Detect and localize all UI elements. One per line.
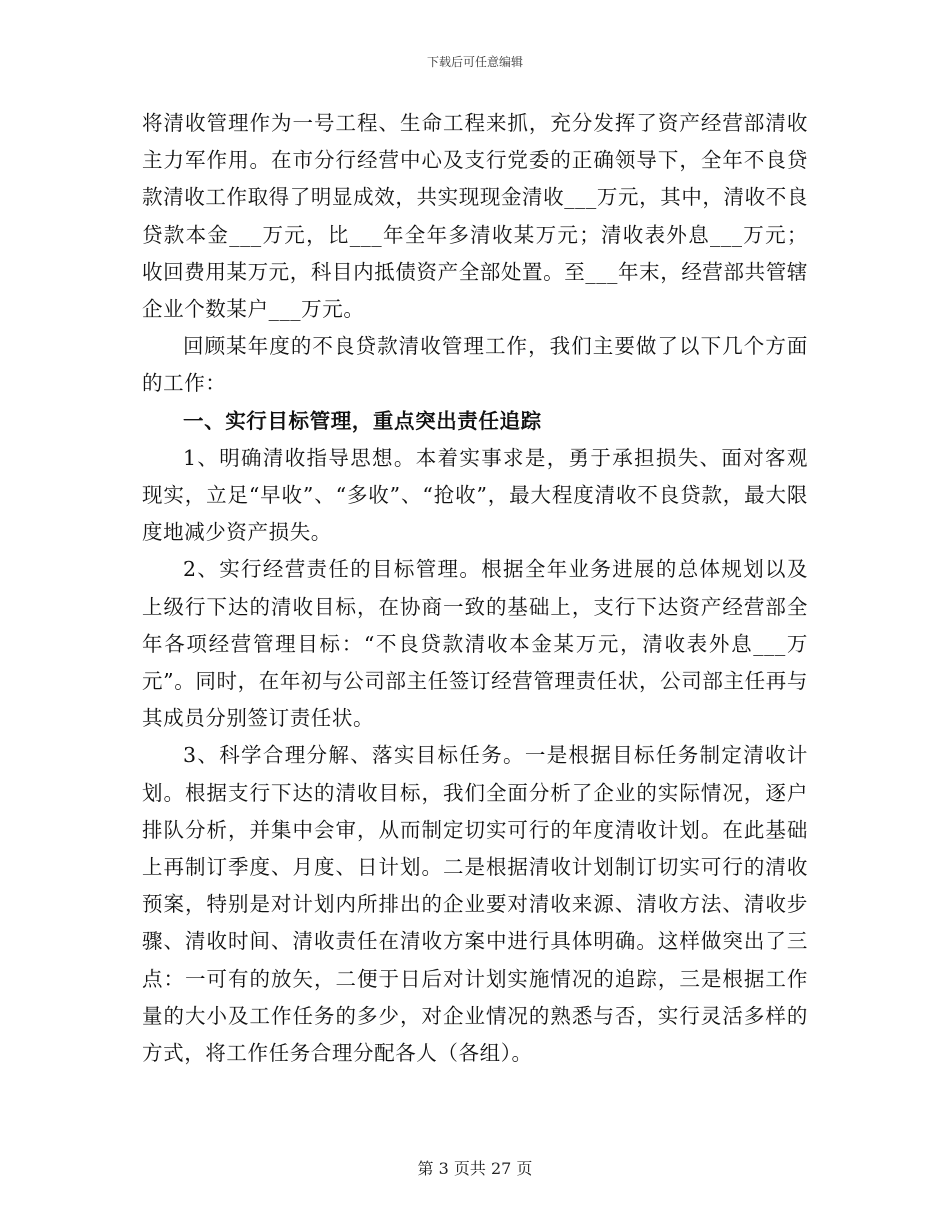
paragraph-item-1: 1、明确清收指导思想。本着实事求是，勇于承担损失、面对客观现实，立足“早收”、“多收”、“抢收”，最大程度清收不良贷款，最大限度地减少资产损失。 — [142, 445, 808, 545]
paragraph-review: 回顾某年度的不良贷款清收管理工作，我们主要做了以下几个方面的工作： — [142, 334, 808, 396]
page-footer: 第 3 页共 27 页 — [417, 1159, 533, 1178]
document-body — [142, 105, 808, 1072]
paragraph-intro: 将清收管理作为一号工程、生命工程来抓，充分发挥了资产经营部清收主力军作用。在市分行经营中心及支行党委的正确领导下，全年不良贷款清收工作取得了明显成效，共实现现金清收___万元，其中，清收不良贷款本金___万元，比___年全年多清收某万元；清收表外息___万元；收回费用某万元，科目内抵债资产全部处置。至___年末，经营部共管辖企业个数某户___万元。 — [142, 111, 808, 322]
page-header: 下载后可任意编辑 — [426, 55, 523, 69]
paragraph-item-3: 3、科学合理分解、落实目标任务。一是根据目标任务制定清收计划。根据支行下达的清收目标，我们全面分析了企业的实际情况，逐户排队分析，并集中会审，从而制定切实可行的年度清收计划。在此基础上再制订季度、月度、日计划。二是根据清收计划制订切实可行的清收预案，特别是对计划内所排出的企业要对清收来源、清收方法、清收步骤、清收时间、清收责任在清收方案中进行具体明确。这样做突出了三点：一可有的放矢，二便于日后对计划实施情况的追踪，三是根据工作量的大小及工作任务的多少，对企业情况的熟悉与否，实行灵活多样的方式，将工作任务合理分配各人（各组）。 — [142, 743, 808, 1066]
section-heading: 一、实行目标管理，重点突出责任追踪 — [183, 408, 542, 433]
paragraph-item-2: 2、实行经营责任的目标管理。根据全年业务进展的总体规划以及上级行下达的清收目标，在协商一致的基础上，支行下达资产经营部全年各项经营管理目标：“不良贷款清收本金某万元，清收表外息___万元”。同时，在年初与公司部主任签订经营管理责任状，公司部主任再与其成员分别签订责任状。 — [142, 557, 808, 731]
